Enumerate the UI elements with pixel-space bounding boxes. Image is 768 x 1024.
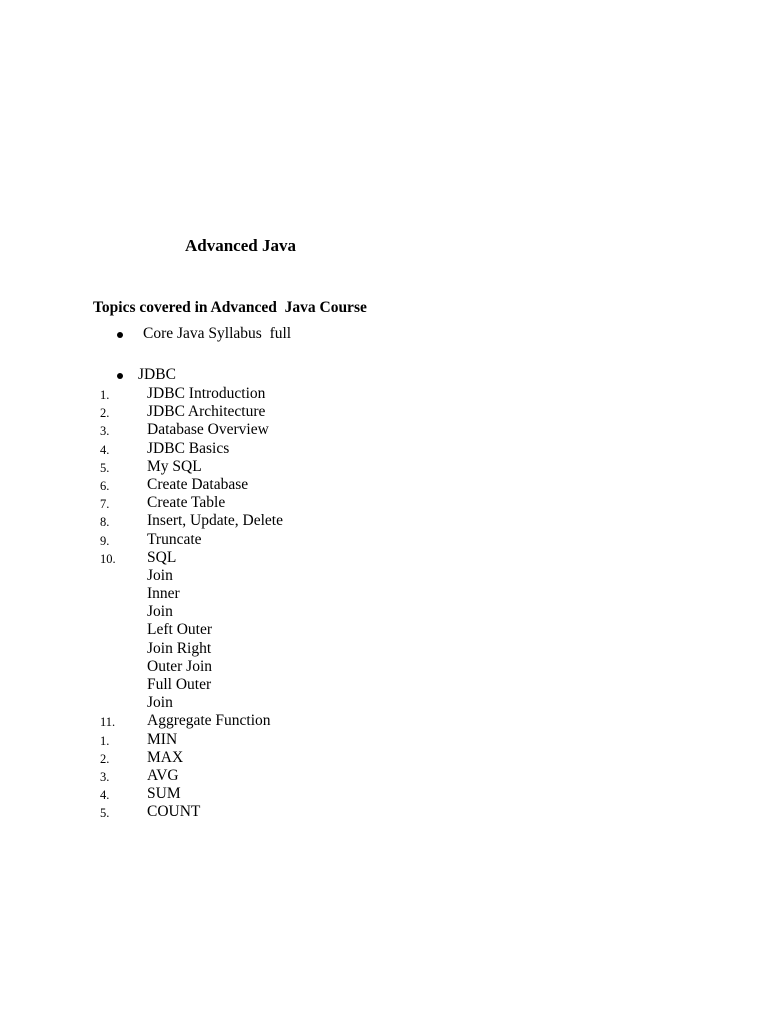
list-item-number: 6. <box>100 478 110 493</box>
list-item <box>0 385 768 403</box>
list-item-label: Full Outer <box>147 676 212 693</box>
list-item-number: 1. <box>100 733 110 748</box>
list-item <box>0 549 768 567</box>
list-item <box>0 531 768 549</box>
list-item <box>0 603 768 621</box>
list-item-number: 5. <box>100 460 110 475</box>
list-item-label: Left Outer <box>147 621 212 639</box>
list-item <box>0 749 768 767</box>
list-item-label: Create Table <box>147 494 226 512</box>
list-item <box>0 567 768 585</box>
list-item <box>0 767 768 785</box>
list-item-number: 7. <box>100 497 110 512</box>
document-subtitle: Topics covered in Advanced Java Course <box>93 299 367 316</box>
list-item <box>0 785 768 803</box>
list-item <box>0 676 768 694</box>
list-item-number: 8. <box>100 515 110 530</box>
list-item-number: 10. <box>100 551 116 566</box>
list-item <box>0 458 768 476</box>
list-item-label: Insert, Update, Delete <box>147 512 283 530</box>
list-item <box>0 712 768 730</box>
list-item <box>0 658 768 676</box>
list-item-label: Outer Join <box>147 657 213 675</box>
bullet-dot-icon <box>117 373 123 379</box>
list-item-label: Database Overview <box>147 421 269 439</box>
list-item-label: Join <box>147 694 173 712</box>
list-item-label: Join Right <box>147 639 212 657</box>
list-item-label: MAX <box>147 748 184 766</box>
list-item <box>0 731 768 749</box>
list-item-number: 11. <box>100 715 116 730</box>
list-item-label: Join <box>147 603 173 621</box>
list-item-label: My SQL <box>147 457 202 475</box>
list-item-label: JDBC Introduction <box>147 385 266 402</box>
list-item-label: JDBC Architecture <box>147 403 266 421</box>
bullet-label: Core Java Syllabus full <box>143 325 292 342</box>
list-item-label: AVG <box>147 766 179 784</box>
list-item-label: COUNT <box>147 803 201 821</box>
list-item-number: 1. <box>100 388 110 402</box>
list-item-label: JDBC Basics <box>147 439 230 457</box>
list-item-number: 9. <box>100 533 110 548</box>
list-item-label: Aggregate Function <box>147 712 271 730</box>
list-item-label: Inner <box>147 585 180 603</box>
list-item <box>0 476 768 494</box>
list-item-label: SUM <box>147 785 181 803</box>
list-item-label: Create Database <box>147 475 249 493</box>
list-item-number: 3. <box>100 424 110 439</box>
list-item-number: 4. <box>100 788 110 803</box>
list-item <box>0 621 768 639</box>
list-item <box>0 585 768 603</box>
list-item-number: 4. <box>100 442 110 457</box>
list-item <box>0 494 768 512</box>
list-item <box>0 440 768 458</box>
list-item-label: Join <box>147 566 173 584</box>
list-item-label: Truncate <box>147 530 202 548</box>
list-item <box>0 640 768 658</box>
list-item-label: SQL <box>147 548 177 566</box>
list-item-number: 5. <box>100 806 110 821</box>
list-item <box>0 803 768 821</box>
bullet-label: JDBC <box>138 366 176 383</box>
list-item-number: 3. <box>100 769 110 784</box>
topic-list <box>0 385 768 822</box>
document-title: Advanced Java <box>185 236 296 255</box>
list-item <box>0 403 768 421</box>
list-item <box>0 421 768 439</box>
list-item <box>0 512 768 530</box>
bullet-dot-icon <box>117 332 123 338</box>
list-item-label: MIN <box>147 730 178 748</box>
list-item-number: 2. <box>100 751 110 766</box>
list-item <box>0 694 768 712</box>
list-item-number: 2. <box>100 406 110 421</box>
